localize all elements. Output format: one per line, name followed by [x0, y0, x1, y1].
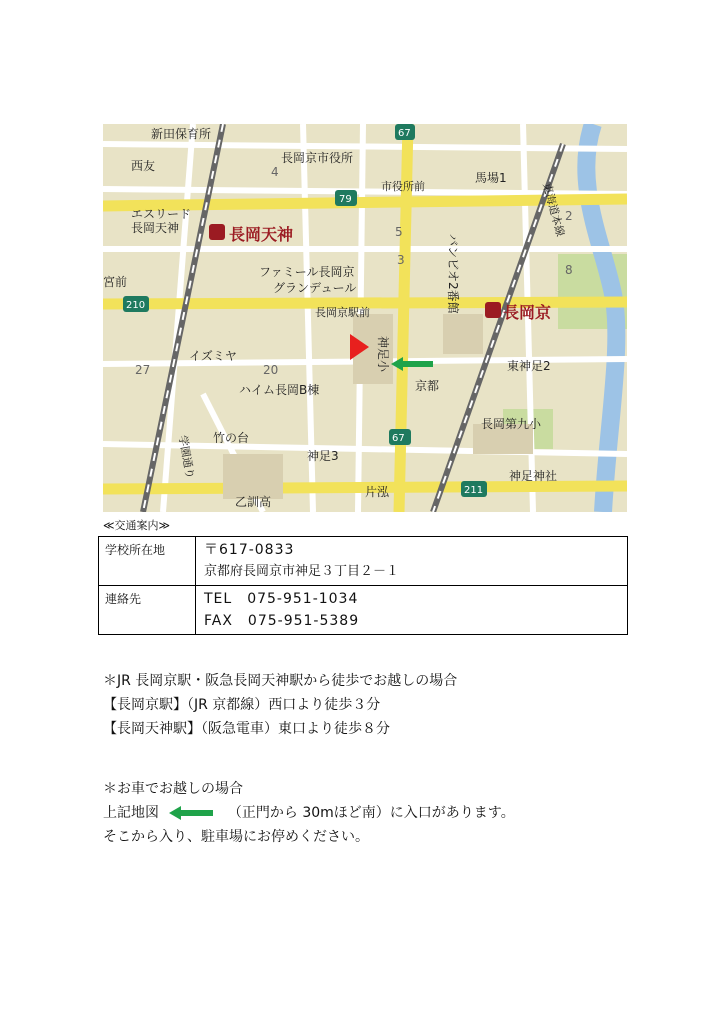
route-211: 211 [464, 485, 484, 496]
label-miyamae: 宮前 [103, 275, 128, 289]
car-heading: ＊お車でお越しの場合 [103, 781, 243, 797]
label-higashi-koutari2: 東神足2 [507, 359, 551, 373]
contact-value [196, 586, 628, 635]
label-nagaokakyo-station: 長岡京 [503, 303, 552, 322]
access-line-jr: 【長岡京駅】（JR 京都線）西口より徒歩３分 [103, 697, 381, 713]
label-grandeur: グランデュール [273, 281, 357, 295]
label-koutari-shrine: 神足神社 [509, 469, 558, 483]
green-arrow-icon [169, 806, 213, 820]
label-nagaokakyo-ekimae: 長岡京駅前 [315, 306, 370, 319]
block-4: 4 [271, 165, 279, 179]
label-katafuchi: 片泓 [365, 485, 390, 499]
label-shinden-nursery: 新田保育所 [151, 127, 212, 141]
block-3: 3 [397, 253, 405, 267]
car-line-2: そこから入り、駐車場にお停めください。 [103, 829, 369, 845]
postal-code: 〒617-0833 [204, 542, 295, 558]
car-suffix: （正門から 30mほど南）に入口があります。 [227, 805, 515, 821]
label-otokuni: 乙訓高 [235, 495, 272, 509]
table-row [99, 537, 628, 586]
access-line-hankyu: 【長岡天神駅】（阪急電車）東口より徒歩８分 [103, 721, 390, 737]
address-text: 京都府長岡京市神足３丁目２－１ [204, 564, 400, 579]
block-27: 27 [135, 363, 151, 377]
label-kyoto-bank: 京都 [415, 379, 440, 393]
label-izumiya: イズミヤ [189, 349, 237, 363]
access-caption: ≪交通案内≫ [103, 519, 171, 532]
block-5: 5 [395, 225, 403, 239]
label-city-hall-mae: 市役所前 [381, 180, 425, 193]
car-prefix: 上記地図 [103, 805, 159, 821]
block-2: 2 [565, 209, 573, 223]
route-67b: 67 [392, 433, 405, 444]
label-bambio: バンビオ2番館 [446, 234, 460, 314]
label-nagaoka-tenjin-small: 長岡天神 [131, 221, 180, 235]
label-koutari3: 神足3 [307, 449, 339, 463]
label-tokaido: 東海道本線 [540, 181, 567, 238]
label-nagaoka-tenjin-station: 長岡天神 [229, 225, 294, 244]
contact-key: 連絡先 [99, 586, 196, 635]
label-haim: ハイム長岡B棟 [239, 383, 320, 397]
table-row [99, 586, 628, 635]
access-map [103, 124, 627, 512]
car-line-1 [103, 801, 515, 825]
address-key: 学校所在地 [99, 537, 196, 586]
access-heading: ＊JR 長岡京駅・阪急長岡天神駅から徒歩でお越しの場合 [103, 673, 458, 689]
school-info-table [98, 536, 628, 635]
address-value [196, 537, 628, 586]
label-famille: ファミール長岡京 [259, 265, 355, 279]
label-jindari-sho: 神足小 [376, 336, 390, 373]
label-takenodai: 竹の台 [213, 431, 250, 445]
label-gakuen: 学園通り [176, 434, 197, 480]
label-bamba1: 馬場1 [475, 171, 507, 185]
route-79: 79 [339, 194, 352, 205]
block-20: 20 [263, 363, 279, 377]
route-67a: 67 [398, 128, 411, 139]
tel-number: TEL 075-951-1034 [204, 591, 359, 607]
label-seiyu: 西友 [131, 159, 156, 173]
route-210: 210 [126, 300, 146, 311]
label-city-hall: 長岡京市役所 [281, 151, 354, 165]
block-8: 8 [565, 263, 573, 277]
fax-number: FAX 075-951-5389 [204, 613, 360, 629]
label-nagaoka9: 長岡第九小 [481, 417, 542, 431]
label-esreed: エスリード [131, 207, 192, 221]
